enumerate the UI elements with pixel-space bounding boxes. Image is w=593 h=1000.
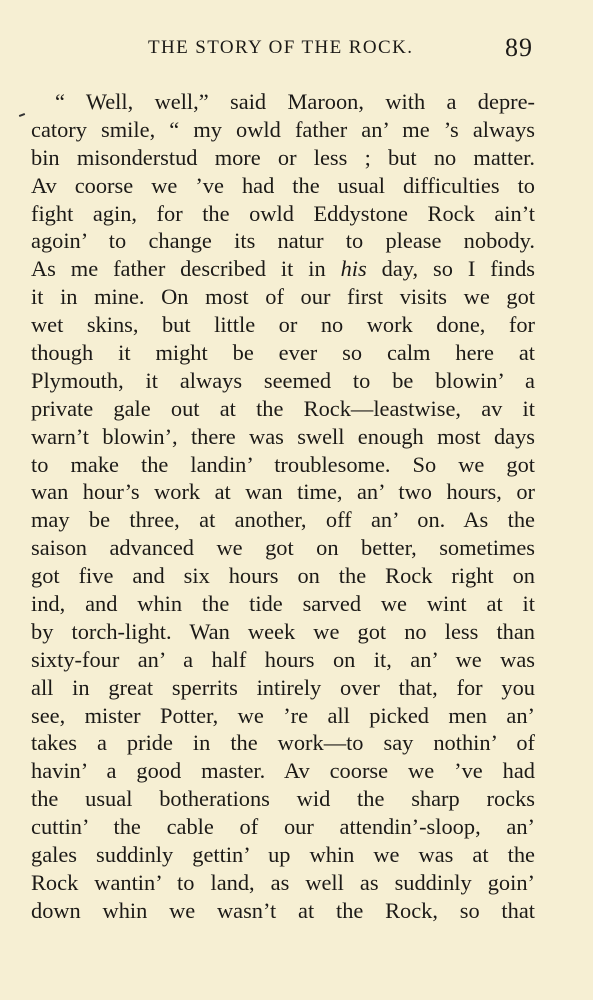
text-line: Plymouth, it always seemed to be blowin’ a	[31, 367, 535, 393]
text-line: Av coorse we ’ve had the usual difficulties to	[31, 172, 535, 198]
text-line: may be three, at another, off an’ on. As the	[31, 507, 535, 533]
running-head	[0, 33, 593, 65]
text-line: wan hour’s work at wan time, an’ two hours, or	[31, 479, 535, 505]
text-line: all in great sperrits intirely over that, for you	[31, 674, 535, 700]
text-line: the usual botherations wid the sharp rocks	[31, 786, 535, 812]
text-line: wet skins, but little or no work done, for	[31, 312, 535, 338]
text-line: havin’ a good master. Av coorse we ’ve had	[31, 758, 535, 784]
text-line: catory smile, “ my owld father an’ me ’s always	[31, 116, 535, 142]
text-line: warn’t blowin’, there was swell enough most days	[31, 423, 535, 449]
margin-mark	[19, 113, 25, 117]
text-line: though it might be ever so calm here at	[31, 340, 535, 366]
running-title: THE STORY OF THE ROCK.	[148, 37, 414, 58]
text-line: takes a pride in the work—to say nothin’ of	[31, 730, 535, 756]
text-line: to make the landin’ troublesome. So we got	[31, 451, 535, 477]
emphasis-his: his	[340, 256, 367, 282]
text-line: fight agin, for the owld Eddystone Rock ain’t	[31, 200, 535, 226]
text-line: got five and six hours on the Rock right on	[31, 563, 535, 589]
text-line: agoin’ to change its natur to please nobody.	[31, 228, 535, 254]
text-line: As me father described it in his day, so I finds	[31, 256, 535, 282]
text-line: it in mine. On most of our first visits we got	[31, 284, 535, 310]
text-line: “ Well, well,” said Maroon, with a depre-	[55, 89, 535, 114]
text-line: down whin we wasn’t at the Rock, so that	[31, 897, 535, 923]
text-line: bin misonderstud more or less ; but no matter.	[31, 144, 535, 170]
text-line: by torch-light. Wan week we got no less than	[31, 618, 535, 644]
text-line: ind, and whin the tide sarved we wint at it	[31, 591, 535, 617]
text-line: saison advanced we got on better, sometimes	[31, 535, 535, 561]
text-line: sixty-four an’ a half hours on it, an’ we was	[31, 646, 535, 672]
body-text	[31, 88, 535, 925]
page-number: 89	[505, 33, 533, 62]
text-line: see, mister Potter, we ’re all picked men an’	[31, 702, 535, 728]
text-line: cuttin’ the cable of our attendin’-sloop, an’	[31, 814, 535, 840]
text-line: private gale out at the Rock—leastwise, av it	[31, 395, 535, 421]
text-line: Rock wantin’ to land, as well as suddinly goin’	[31, 869, 535, 895]
text-line: gales suddinly gettin’ up whin we was at the	[31, 842, 535, 868]
